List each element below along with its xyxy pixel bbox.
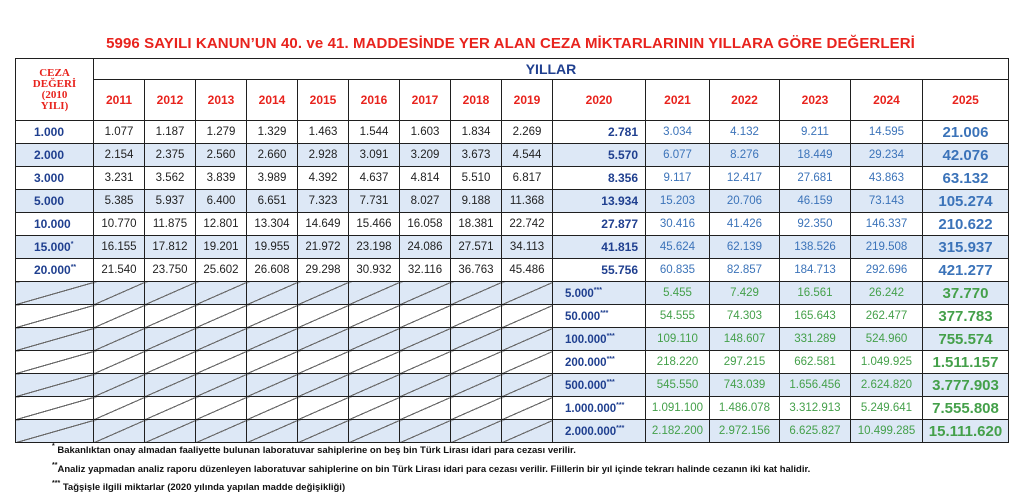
value-2020-cell: 55.756 (553, 259, 646, 282)
value-cell: 11.875 (145, 213, 196, 236)
empty-crossed-cell (145, 374, 196, 397)
value-cell: 138.526 (780, 236, 851, 259)
value-cell: 184.713 (780, 259, 851, 282)
value-cell: 524.960 (851, 328, 923, 351)
year-header: 2014 (247, 80, 298, 121)
value-cell: 14.595 (851, 121, 923, 144)
empty-crossed-cell (400, 397, 451, 420)
empty-crossed-cell (145, 282, 196, 305)
base-penalty-value: 500.000 (565, 379, 607, 392)
value-cell: 1.656.456 (780, 374, 851, 397)
value-cell: 1.544 (349, 121, 400, 144)
value-2020-cell: 8.356 (553, 167, 646, 190)
value-cell: 32.116 (400, 259, 451, 282)
base-penalty-value: 3.000 (34, 171, 65, 185)
base-penalty-cell (16, 121, 94, 144)
empty-crossed-cell (145, 351, 196, 374)
value-2020-cell: 27.877 (553, 213, 646, 236)
empty-crossed-cell (94, 282, 145, 305)
table-row (16, 144, 1009, 167)
base-penalty-cell (553, 282, 646, 305)
year-header: 2016 (349, 80, 400, 121)
footnote-text: Analiz yapmadan analiz raporu düzenleyen laboratuvar sahiplerine on bin Türk Lirası idari para cezası verilir. Fiillerin bir yıl içinde tekrarı halinde cezanın iki kat halidir. (57, 463, 811, 475)
value-cell: 1.603 (400, 121, 451, 144)
value-cell: 5.455 (646, 282, 710, 305)
value-2025-cell: 755.574 (923, 328, 1009, 351)
empty-crossed-cell (451, 397, 502, 420)
empty-crossed-cell (247, 374, 298, 397)
base-penalty-cell (16, 144, 94, 167)
empty-crossed-cell (451, 305, 502, 328)
base-penalty-cell (16, 190, 94, 213)
value-cell: 27.681 (780, 167, 851, 190)
base-penalty-cell (16, 213, 94, 236)
value-cell: 1.077 (94, 121, 145, 144)
value-cell: 2.560 (196, 144, 247, 167)
empty-crossed-cell (298, 351, 349, 374)
value-cell: 29.298 (298, 259, 349, 282)
value-cell: 11.368 (502, 190, 553, 213)
yillar-header: YILLAR (94, 59, 1009, 80)
value-2025-cell: 63.132 (923, 167, 1009, 190)
value-cell: 62.139 (710, 236, 780, 259)
value-cell: 743.039 (710, 374, 780, 397)
value-cell: 4.814 (400, 167, 451, 190)
value-2025-cell: 421.277 (923, 259, 1009, 282)
empty-crossed-cell (196, 397, 247, 420)
footnote-mark: *** (616, 424, 625, 432)
value-cell: 19.955 (247, 236, 298, 259)
table-row (16, 328, 1009, 351)
empty-crossed-cell (400, 374, 451, 397)
empty-crossed-cell (247, 351, 298, 374)
value-cell: 6.651 (247, 190, 298, 213)
value-cell: 3.989 (247, 167, 298, 190)
empty-crossed-cell (400, 328, 451, 351)
value-2025-cell: 1.511.157 (923, 351, 1009, 374)
value-cell: 292.696 (851, 259, 923, 282)
value-cell: 109.110 (646, 328, 710, 351)
empty-crossed-cell (196, 305, 247, 328)
value-cell: 1.834 (451, 121, 502, 144)
value-cell: 4.544 (502, 144, 553, 167)
value-2025-cell: 7.555.808 (923, 397, 1009, 420)
base-penalty-value: 1.000.000 (565, 402, 617, 415)
footnote-mark: ** (70, 264, 77, 271)
empty-crossed-cell (94, 351, 145, 374)
ceza-header-line: CEZA (39, 66, 70, 79)
value-2020-cell: 13.934 (553, 190, 646, 213)
value-cell: 6.817 (502, 167, 553, 190)
table-row (16, 213, 1009, 236)
value-cell: 4.637 (349, 167, 400, 190)
footnote-mark: * (70, 241, 74, 248)
empty-crossed-cell (94, 397, 145, 420)
value-cell: 13.304 (247, 213, 298, 236)
empty-crossed-cell (502, 305, 553, 328)
table-row (16, 305, 1009, 328)
value-2025-cell: 315.937 (923, 236, 1009, 259)
value-cell: 19.201 (196, 236, 247, 259)
empty-crossed-cell (94, 374, 145, 397)
value-cell: 3.034 (646, 121, 710, 144)
value-cell: 545.550 (646, 374, 710, 397)
value-cell: 3.562 (145, 167, 196, 190)
empty-crossed-cell (349, 282, 400, 305)
value-cell: 219.508 (851, 236, 923, 259)
value-cell: 7.731 (349, 190, 400, 213)
value-2020-cell: 5.570 (553, 144, 646, 167)
table-row (16, 259, 1009, 282)
empty-crossed-cell (451, 282, 502, 305)
value-cell: 6.400 (196, 190, 247, 213)
footnote-mark: ** (52, 461, 58, 469)
base-penalty-value: 50.000 (565, 310, 601, 323)
value-cell: 5.510 (451, 167, 502, 190)
footnote-mark: *** (600, 309, 609, 317)
value-cell: 30.932 (349, 259, 400, 282)
value-cell: 16.155 (94, 236, 145, 259)
value-cell: 5.385 (94, 190, 145, 213)
value-2020-cell: 41.815 (553, 236, 646, 259)
empty-crossed-cell (94, 328, 145, 351)
empty-crossed-cell (247, 282, 298, 305)
value-cell: 10.770 (94, 213, 145, 236)
value-cell: 26.242 (851, 282, 923, 305)
value-cell: 3.231 (94, 167, 145, 190)
base-penalty-value: 5.000 (565, 287, 594, 300)
value-cell: 1.091.100 (646, 397, 710, 420)
base-penalty-cell (553, 305, 646, 328)
empty-crossed-cell (349, 305, 400, 328)
value-cell: 3.673 (451, 144, 502, 167)
value-cell: 146.337 (851, 213, 923, 236)
year-header: 2013 (196, 80, 247, 121)
value-cell: 29.234 (851, 144, 923, 167)
table-row (16, 374, 1009, 397)
empty-crossed-cell (400, 351, 451, 374)
base-penalty-value: 5.000 (34, 194, 65, 208)
value-cell: 45.486 (502, 259, 553, 282)
value-cell: 7.323 (298, 190, 349, 213)
base-penalty-cell (553, 351, 646, 374)
empty-crossed-cell (196, 351, 247, 374)
value-cell: 34.113 (502, 236, 553, 259)
empty-crossed-cell (16, 328, 94, 351)
year-header: 2011 (94, 80, 145, 121)
base-penalty-cell (553, 374, 646, 397)
value-cell: 1.187 (145, 121, 196, 144)
value-2025-cell: 21.006 (923, 121, 1009, 144)
empty-crossed-cell (16, 305, 94, 328)
year-header: 2015 (298, 80, 349, 121)
value-2020-cell: 2.781 (553, 121, 646, 144)
base-penalty-value: 200.000 (565, 356, 607, 369)
value-cell: 2.972.156 (710, 420, 780, 443)
value-2025-cell: 377.783 (923, 305, 1009, 328)
value-cell: 165.643 (780, 305, 851, 328)
value-cell: 12.417 (710, 167, 780, 190)
value-cell: 10.499.285 (851, 420, 923, 443)
value-cell: 23.750 (145, 259, 196, 282)
empty-crossed-cell (196, 328, 247, 351)
value-cell: 16.561 (780, 282, 851, 305)
value-2025-cell: 3.777.903 (923, 374, 1009, 397)
value-cell: 41.426 (710, 213, 780, 236)
year-header: 2017 (400, 80, 451, 121)
empty-crossed-cell (298, 282, 349, 305)
footnote-mark: *** (606, 378, 615, 386)
value-cell: 18.449 (780, 144, 851, 167)
value-cell: 15.203 (646, 190, 710, 213)
value-cell: 8.276 (710, 144, 780, 167)
empty-crossed-cell (349, 397, 400, 420)
base-penalty-cell (16, 167, 94, 190)
value-cell: 331.289 (780, 328, 851, 351)
empty-crossed-cell (298, 374, 349, 397)
value-cell: 92.350 (780, 213, 851, 236)
ceza-header-line: DEĞERİ (32, 77, 77, 90)
value-cell: 21.972 (298, 236, 349, 259)
footnote (52, 459, 810, 478)
base-penalty-value: 20.000 (34, 263, 71, 277)
footnote (52, 440, 810, 459)
footnote-mark: *** (616, 401, 625, 409)
footnote-mark: *** (593, 286, 602, 294)
empty-crossed-cell (94, 305, 145, 328)
footnote-text: Tağşişle ilgili miktarlar (2020 yılında yapılan madde değişikliği) (60, 482, 346, 493)
footnote-mark: *** (606, 332, 615, 340)
value-cell: 3.839 (196, 167, 247, 190)
page-title: 5996 SAYILI KANUN’UN 40. ve 41. MADDESİNDE YER ALAN CEZA MİKTARLARININ YILLARA GÖRE DEĞERLERİ (106, 35, 915, 52)
table-row (16, 351, 1009, 374)
empty-crossed-cell (451, 351, 502, 374)
value-cell: 22.742 (502, 213, 553, 236)
footnote-text: Bakanlıktan onay almadan faaliyette bulunan laboratuvar sahiplerine on beş bin Türk Lirası idari para cezası verilir. (54, 445, 576, 456)
base-penalty-value: 100.000 (565, 333, 607, 346)
base-penalty-value: 10.000 (34, 217, 71, 231)
empty-crossed-cell (451, 328, 502, 351)
empty-crossed-cell (16, 374, 94, 397)
table-row (16, 190, 1009, 213)
base-penalty-cell (553, 397, 646, 420)
base-penalty-cell (553, 328, 646, 351)
value-cell: 3.091 (349, 144, 400, 167)
empty-crossed-cell (145, 397, 196, 420)
value-cell: 5.249.641 (851, 397, 923, 420)
value-cell: 3.209 (400, 144, 451, 167)
value-cell: 2.375 (145, 144, 196, 167)
value-cell: 4.392 (298, 167, 349, 190)
value-cell: 43.863 (851, 167, 923, 190)
value-cell: 24.086 (400, 236, 451, 259)
value-cell: 1.486.078 (710, 397, 780, 420)
value-cell: 74.303 (710, 305, 780, 328)
value-cell: 2.660 (247, 144, 298, 167)
value-cell: 73.143 (851, 190, 923, 213)
value-2025-cell: 15.111.620 (923, 420, 1009, 443)
value-cell: 3.312.913 (780, 397, 851, 420)
value-cell: 54.555 (646, 305, 710, 328)
empty-crossed-cell (298, 397, 349, 420)
value-cell: 6.077 (646, 144, 710, 167)
footnotes (52, 440, 810, 496)
value-cell: 2.154 (94, 144, 145, 167)
value-cell: 15.466 (349, 213, 400, 236)
value-cell: 45.624 (646, 236, 710, 259)
empty-crossed-cell (196, 374, 247, 397)
value-cell: 9.188 (451, 190, 502, 213)
value-2025-cell: 210.622 (923, 213, 1009, 236)
value-cell: 2.624.820 (851, 374, 923, 397)
value-cell: 8.027 (400, 190, 451, 213)
empty-crossed-cell (145, 305, 196, 328)
empty-crossed-cell (247, 397, 298, 420)
empty-crossed-cell (16, 351, 94, 374)
base-penalty-value: 15.000 (34, 240, 71, 254)
empty-crossed-cell (145, 328, 196, 351)
year-header: 2019 (502, 80, 553, 121)
value-cell: 4.132 (710, 121, 780, 144)
value-cell: 25.602 (196, 259, 247, 282)
value-cell: 17.812 (145, 236, 196, 259)
value-cell: 1.279 (196, 121, 247, 144)
value-cell: 1.049.925 (851, 351, 923, 374)
base-penalty-value: 2.000.000 (565, 425, 617, 438)
value-cell: 218.220 (646, 351, 710, 374)
value-2025-cell: 42.076 (923, 144, 1009, 167)
value-cell: 262.477 (851, 305, 923, 328)
value-cell: 7.429 (710, 282, 780, 305)
value-cell: 23.198 (349, 236, 400, 259)
year-header: 2023 (780, 80, 851, 121)
year-header: 2012 (145, 80, 196, 121)
value-cell: 20.706 (710, 190, 780, 213)
ceza-header-line: (2010 (41, 88, 68, 101)
footnote-mark: * (52, 443, 55, 450)
empty-crossed-cell (349, 351, 400, 374)
year-header: 2020 (553, 80, 646, 121)
value-cell: 16.058 (400, 213, 451, 236)
empty-crossed-cell (502, 374, 553, 397)
value-cell: 1.463 (298, 121, 349, 144)
value-cell: 21.540 (94, 259, 145, 282)
value-cell: 662.581 (780, 351, 851, 374)
value-cell: 27.571 (451, 236, 502, 259)
value-cell: 9.211 (780, 121, 851, 144)
empty-crossed-cell (298, 328, 349, 351)
value-cell: 14.649 (298, 213, 349, 236)
value-cell: 26.608 (247, 259, 298, 282)
base-penalty-value: 2.000 (34, 148, 65, 162)
empty-crossed-cell (16, 282, 94, 305)
footnote (52, 477, 810, 496)
empty-crossed-cell (502, 282, 553, 305)
value-cell: 297.215 (710, 351, 780, 374)
empty-crossed-cell (298, 305, 349, 328)
value-cell: 46.159 (780, 190, 851, 213)
empty-crossed-cell (196, 282, 247, 305)
value-cell: 9.117 (646, 167, 710, 190)
year-header: 2021 (646, 80, 710, 121)
empty-crossed-cell (400, 305, 451, 328)
table-row (16, 397, 1009, 420)
value-cell: 2.269 (502, 121, 553, 144)
empty-crossed-cell (247, 328, 298, 351)
empty-crossed-cell (502, 328, 553, 351)
value-cell: 60.835 (646, 259, 710, 282)
value-cell: 30.416 (646, 213, 710, 236)
year-header: 2022 (710, 80, 780, 121)
table-row (16, 236, 1009, 259)
value-2025-cell: 37.770 (923, 282, 1009, 305)
value-cell: 2.928 (298, 144, 349, 167)
value-cell: 18.381 (451, 213, 502, 236)
value-cell: 82.857 (710, 259, 780, 282)
empty-crossed-cell (502, 351, 553, 374)
empty-crossed-cell (502, 397, 553, 420)
empty-crossed-cell (451, 374, 502, 397)
footnote-mark: *** (606, 355, 615, 363)
value-cell: 2.182.200 (646, 420, 710, 443)
footnote-mark: *** (52, 480, 61, 487)
empty-crossed-cell (247, 305, 298, 328)
empty-crossed-cell (400, 282, 451, 305)
empty-crossed-cell (349, 328, 400, 351)
value-cell: 1.329 (247, 121, 298, 144)
penalty-table (15, 58, 1009, 443)
base-penalty-value: 1.000 (34, 125, 65, 139)
ceza-header-line: YILI) (40, 99, 69, 112)
value-cell: 148.607 (710, 328, 780, 351)
value-cell: 6.625.827 (780, 420, 851, 443)
value-2025-cell: 105.274 (923, 190, 1009, 213)
value-cell: 36.763 (451, 259, 502, 282)
year-header: 2024 (851, 80, 923, 121)
empty-crossed-cell (16, 397, 94, 420)
value-cell: 12.801 (196, 213, 247, 236)
ceza-degeri-header (16, 59, 94, 121)
year-header: 2018 (451, 80, 502, 121)
year-header: 2025 (923, 80, 1009, 121)
table-row (16, 282, 1009, 305)
table-row (16, 121, 1009, 144)
base-penalty-cell (16, 236, 94, 259)
table-row (16, 167, 1009, 190)
base-penalty-cell (16, 259, 94, 282)
empty-crossed-cell (349, 374, 400, 397)
value-cell: 5.937 (145, 190, 196, 213)
